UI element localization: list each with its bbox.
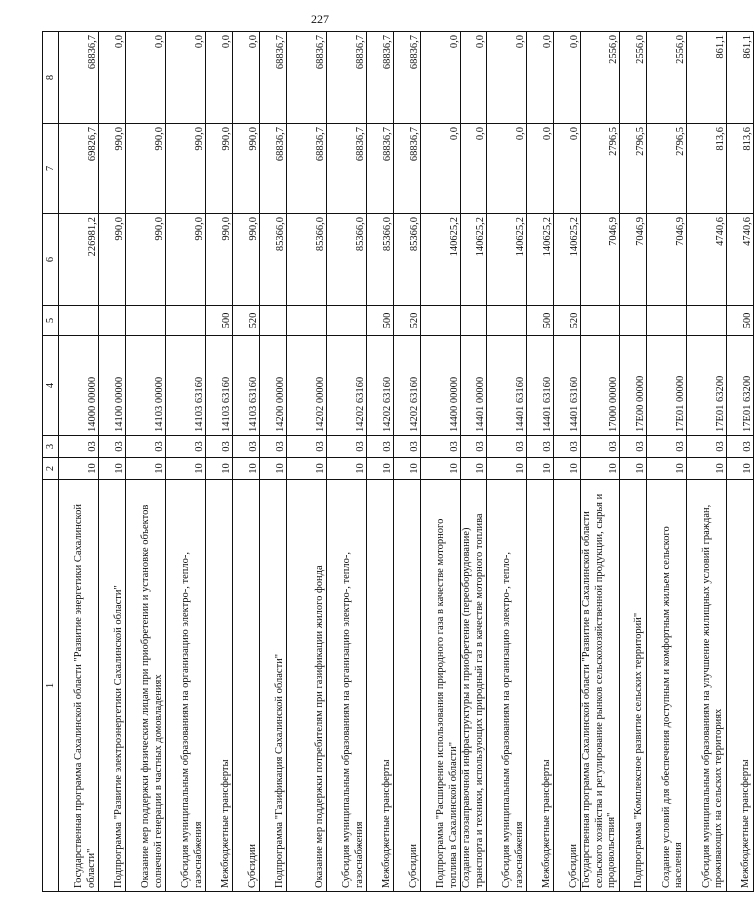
amount-col7-cell: 2796,5 — [581, 124, 620, 214]
table-row — [99, 32, 126, 892]
expense-type-cell — [461, 306, 487, 336]
subsection-code-cell: 03 — [166, 436, 206, 458]
amount-col7-cell: 2796,5 — [619, 124, 646, 214]
subsection-code-cell: 03 — [619, 436, 646, 458]
amount-col6-cell: 226981,2 — [59, 214, 99, 306]
subsection-code-cell: 03 — [487, 436, 527, 458]
subsection-code-cell: 03 — [581, 436, 620, 458]
expense-type-cell — [581, 306, 620, 336]
row-name-cell: Государственная программа Сахалинской области "Развитие в Сахалинской области сельского хозяйства и регулирование рынков сельскохозяйственной продукции, сырья и продовольствия" — [581, 480, 620, 892]
table-row — [461, 32, 487, 892]
amount-col6-cell: 85366,0 — [287, 214, 327, 306]
budget-table — [42, 31, 754, 892]
amount-col7-cell: 0,0 — [527, 124, 554, 214]
subsection-code-cell: 03 — [260, 436, 287, 458]
target-article-cell: 14401 63160 — [554, 336, 581, 436]
expense-type-cell: 500 — [206, 306, 233, 336]
expense-type-cell — [126, 306, 166, 336]
section-code-cell: 10 — [646, 458, 686, 480]
amount-col6-cell: 4740,6 — [726, 214, 753, 306]
row-name-cell: Межбюджетные трансферты — [726, 480, 753, 892]
amount-col7-cell: 813,6 — [686, 124, 726, 214]
section-code-cell: 10 — [367, 458, 394, 480]
header-cell: 1 — [43, 480, 59, 892]
amount-col6-cell: 140625,2 — [421, 214, 461, 306]
amount-col7-cell: 68836,7 — [394, 124, 421, 214]
subsection-code-cell: 03 — [527, 436, 554, 458]
subsection-code-cell: 03 — [126, 436, 166, 458]
row-name-cell: Субсидии — [394, 480, 421, 892]
table-body — [59, 32, 754, 892]
row-name-cell: Субсидия муниципальным образованиям на улучшение жилищных условий граждан, проживающих на сельских территориях — [686, 480, 726, 892]
expense-type-cell: 520 — [233, 306, 260, 336]
table-row — [126, 32, 166, 892]
row-name-cell: Оказание мер поддержки потребителям при газификации жилого фонда — [287, 480, 327, 892]
amount-col8-cell: 68836,7 — [287, 32, 327, 124]
amount-col6-cell: 4740,6 — [686, 214, 726, 306]
amount-col6-cell: 140625,2 — [461, 214, 487, 306]
section-code-cell: 10 — [206, 458, 233, 480]
section-code-cell: 10 — [394, 458, 421, 480]
amount-col8-cell: 0,0 — [166, 32, 206, 124]
target-article-cell: 14000 00000 — [59, 336, 99, 436]
target-article-cell: 14100 00000 — [99, 336, 126, 436]
section-code-cell: 10 — [527, 458, 554, 480]
header-cell: 3 — [43, 436, 59, 458]
amount-col8-cell: 0,0 — [487, 32, 527, 124]
row-name-cell: Создание условий для обеспечения доступным и комфортным жильем сельского населения — [646, 480, 686, 892]
target-article-cell: 17000 00000 — [581, 336, 620, 436]
section-code-cell: 10 — [126, 458, 166, 480]
subsection-code-cell: 03 — [327, 436, 367, 458]
row-name-cell: Подпрограмма "Газификация Сахалинской области" — [260, 480, 287, 892]
expense-type-cell: 520 — [394, 306, 421, 336]
amount-col8-cell: 0,0 — [527, 32, 554, 124]
amount-col6-cell: 85366,0 — [367, 214, 394, 306]
target-article-cell: 14401 00000 — [461, 336, 487, 436]
amount-col7-cell: 0,0 — [554, 124, 581, 214]
amount-col7-cell: 0,0 — [461, 124, 487, 214]
amount-col6-cell: 990,0 — [206, 214, 233, 306]
target-article-cell: 17Е01 63200 — [686, 336, 726, 436]
amount-col6-cell: 990,0 — [99, 214, 126, 306]
table-row — [233, 32, 260, 892]
subsection-code-cell: 03 — [206, 436, 233, 458]
section-code-cell: 10 — [233, 458, 260, 480]
section-code-cell: 10 — [260, 458, 287, 480]
target-article-cell: 17Е01 63200 — [726, 336, 753, 436]
subsection-code-cell: 03 — [394, 436, 421, 458]
row-name-cell: Субсидии — [554, 480, 581, 892]
amount-col7-cell: 68836,7 — [260, 124, 287, 214]
expense-type-cell — [59, 306, 99, 336]
expense-type-cell — [99, 306, 126, 336]
subsection-code-cell: 03 — [646, 436, 686, 458]
subsection-code-cell: 03 — [686, 436, 726, 458]
amount-col7-cell: 990,0 — [99, 124, 126, 214]
amount-col6-cell: 7046,9 — [581, 214, 620, 306]
target-article-cell: 14103 63160 — [166, 336, 206, 436]
amount-col6-cell: 140625,2 — [487, 214, 527, 306]
row-name-cell: Государственная программа Сахалинской области "Развитие энергетики Сахалинской области" — [59, 480, 99, 892]
table-row — [581, 32, 620, 892]
amount-col7-cell: 68836,7 — [287, 124, 327, 214]
expense-type-cell — [260, 306, 287, 336]
expense-type-cell — [166, 306, 206, 336]
amount-col7-cell: 990,0 — [206, 124, 233, 214]
table-row — [394, 32, 421, 892]
target-article-cell: 14200 00000 — [260, 336, 287, 436]
table-row — [421, 32, 461, 892]
header-cell: 2 — [43, 458, 59, 480]
row-name-cell: Подпрограмма "Комплексное развитие сельских территорий" — [619, 480, 646, 892]
amount-col7-cell: 2796,5 — [646, 124, 686, 214]
subsection-code-cell: 03 — [461, 436, 487, 458]
row-name-cell: Субсидия муниципальным образованиям на организацию электро-, тепло-, газоснабжения — [487, 480, 527, 892]
expense-type-cell — [287, 306, 327, 336]
amount-col8-cell: 68836,7 — [260, 32, 287, 124]
expense-type-cell: 520 — [554, 306, 581, 336]
table-row — [59, 32, 99, 892]
header-cell: 6 — [43, 214, 59, 306]
target-article-cell: 14202 63160 — [394, 336, 421, 436]
table-row — [554, 32, 581, 892]
table-row — [527, 32, 554, 892]
amount-col6-cell: 990,0 — [126, 214, 166, 306]
amount-col6-cell: 990,0 — [166, 214, 206, 306]
amount-col8-cell: 0,0 — [233, 32, 260, 124]
row-name-cell: Субсидия муниципальным образованиям на организацию электро-, тепло-, газоснабжения — [327, 480, 367, 892]
expense-type-cell — [646, 306, 686, 336]
row-name-cell: Межбюджетные трансферты — [206, 480, 233, 892]
table-row — [327, 32, 367, 892]
page-number: 227 — [311, 12, 329, 26]
table-row — [686, 32, 726, 892]
section-code-cell: 10 — [726, 458, 753, 480]
amount-col8-cell: 68836,7 — [327, 32, 367, 124]
section-code-cell: 10 — [327, 458, 367, 480]
subsection-code-cell: 03 — [59, 436, 99, 458]
section-code-cell: 10 — [487, 458, 527, 480]
table-row — [287, 32, 327, 892]
amount-col8-cell: 2556,0 — [619, 32, 646, 124]
expense-type-cell — [487, 306, 527, 336]
amount-col8-cell: 2556,0 — [646, 32, 686, 124]
section-code-cell: 10 — [554, 458, 581, 480]
target-article-cell: 14202 00000 — [287, 336, 327, 436]
expense-type-cell — [421, 306, 461, 336]
amount-col6-cell: 7046,9 — [646, 214, 686, 306]
row-name-cell: Субсидия муниципальным образованиям на организацию электро-, тепло-, газоснабжения — [166, 480, 206, 892]
section-code-cell: 10 — [461, 458, 487, 480]
amount-col7-cell: 68836,7 — [367, 124, 394, 214]
rotated-table-container — [42, 32, 753, 892]
amount-col8-cell: 0,0 — [554, 32, 581, 124]
header-cell: 5 — [43, 306, 59, 336]
section-code-cell: 10 — [59, 458, 99, 480]
amount-col7-cell: 990,0 — [166, 124, 206, 214]
header-cell: 4 — [43, 336, 59, 436]
header-cell: 8 — [43, 32, 59, 124]
amount-col8-cell: 0,0 — [126, 32, 166, 124]
section-code-cell: 10 — [686, 458, 726, 480]
target-article-cell: 14401 63160 — [527, 336, 554, 436]
amount-col7-cell: 0,0 — [487, 124, 527, 214]
amount-col6-cell: 990,0 — [233, 214, 260, 306]
subsection-code-cell: 03 — [287, 436, 327, 458]
amount-col6-cell: 85366,0 — [260, 214, 287, 306]
row-name-cell: Подпрограмма "Развитие электроэнергетики Сахалинской области" — [99, 480, 126, 892]
expense-type-cell: 500 — [367, 306, 394, 336]
section-code-cell: 10 — [99, 458, 126, 480]
amount-col7-cell: 69826,7 — [59, 124, 99, 214]
amount-col8-cell: 861,1 — [686, 32, 726, 124]
target-article-cell: 14400 00000 — [421, 336, 461, 436]
rotated-table-frame — [42, 32, 753, 892]
amount-col6-cell: 7046,9 — [619, 214, 646, 306]
table-row — [726, 32, 753, 892]
amount-col6-cell: 140625,2 — [554, 214, 581, 306]
target-article-cell: 14103 63160 — [206, 336, 233, 436]
amount-col7-cell: 813,6 — [726, 124, 753, 214]
target-article-cell: 14103 63160 — [233, 336, 260, 436]
amount-col6-cell: 85366,0 — [394, 214, 421, 306]
target-article-cell: 14202 63160 — [367, 336, 394, 436]
amount-col7-cell: 68836,7 — [327, 124, 367, 214]
header-row — [43, 32, 59, 892]
expense-type-cell: 500 — [726, 306, 753, 336]
table-row — [206, 32, 233, 892]
amount-col8-cell: 861,1 — [726, 32, 753, 124]
amount-col6-cell: 85366,0 — [327, 214, 367, 306]
row-name-cell: Субсидии — [233, 480, 260, 892]
target-article-cell: 14103 00000 — [126, 336, 166, 436]
section-code-cell: 10 — [166, 458, 206, 480]
expense-type-cell: 500 — [527, 306, 554, 336]
subsection-code-cell: 03 — [367, 436, 394, 458]
row-name-cell: Оказание мер поддержки физическим лицам при приобретении и установке объектов солнечной генерации в частных домовладениях — [126, 480, 166, 892]
target-article-cell: 14401 63160 — [487, 336, 527, 436]
target-article-cell: 14202 63160 — [327, 336, 367, 436]
section-code-cell: 10 — [421, 458, 461, 480]
section-code-cell: 10 — [581, 458, 620, 480]
section-code-cell: 10 — [619, 458, 646, 480]
subsection-code-cell: 03 — [233, 436, 260, 458]
row-name-cell: Создание газозаправочной инфраструктуры и приобретение (переоборудование) транспорта и техники, использующих природный газ в качестве моторного топлива — [461, 480, 487, 892]
amount-col7-cell: 990,0 — [126, 124, 166, 214]
subsection-code-cell: 03 — [421, 436, 461, 458]
target-article-cell: 17Е00 00000 — [619, 336, 646, 436]
row-name-cell: Межбюджетные трансферты — [367, 480, 394, 892]
subsection-code-cell: 03 — [99, 436, 126, 458]
amount-col8-cell: 68836,7 — [367, 32, 394, 124]
subsection-code-cell: 03 — [726, 436, 753, 458]
expense-type-cell — [686, 306, 726, 336]
expense-type-cell — [327, 306, 367, 336]
target-article-cell: 17Е01 00000 — [646, 336, 686, 436]
amount-col7-cell: 0,0 — [421, 124, 461, 214]
table-row — [367, 32, 394, 892]
header-cell: 7 — [43, 124, 59, 214]
section-code-cell: 10 — [287, 458, 327, 480]
subsection-code-cell: 03 — [554, 436, 581, 458]
table-row — [166, 32, 206, 892]
amount-col8-cell: 68836,7 — [59, 32, 99, 124]
amount-col8-cell: 0,0 — [421, 32, 461, 124]
table-row — [646, 32, 686, 892]
expense-type-cell — [619, 306, 646, 336]
amount-col8-cell: 0,0 — [99, 32, 126, 124]
amount-col8-cell: 68836,7 — [394, 32, 421, 124]
table-row — [487, 32, 527, 892]
amount-col8-cell: 0,0 — [206, 32, 233, 124]
table-row — [260, 32, 287, 892]
amount-col7-cell: 990,0 — [233, 124, 260, 214]
amount-col8-cell: 2556,0 — [581, 32, 620, 124]
row-name-cell: Межбюджетные трансферты — [527, 480, 554, 892]
amount-col6-cell: 140625,2 — [527, 214, 554, 306]
amount-col8-cell: 0,0 — [461, 32, 487, 124]
table-row — [619, 32, 646, 892]
row-name-cell: Подпрограмма "Расширение использования природного газа в качестве моторного топлива в Сахалинской области" — [421, 480, 461, 892]
